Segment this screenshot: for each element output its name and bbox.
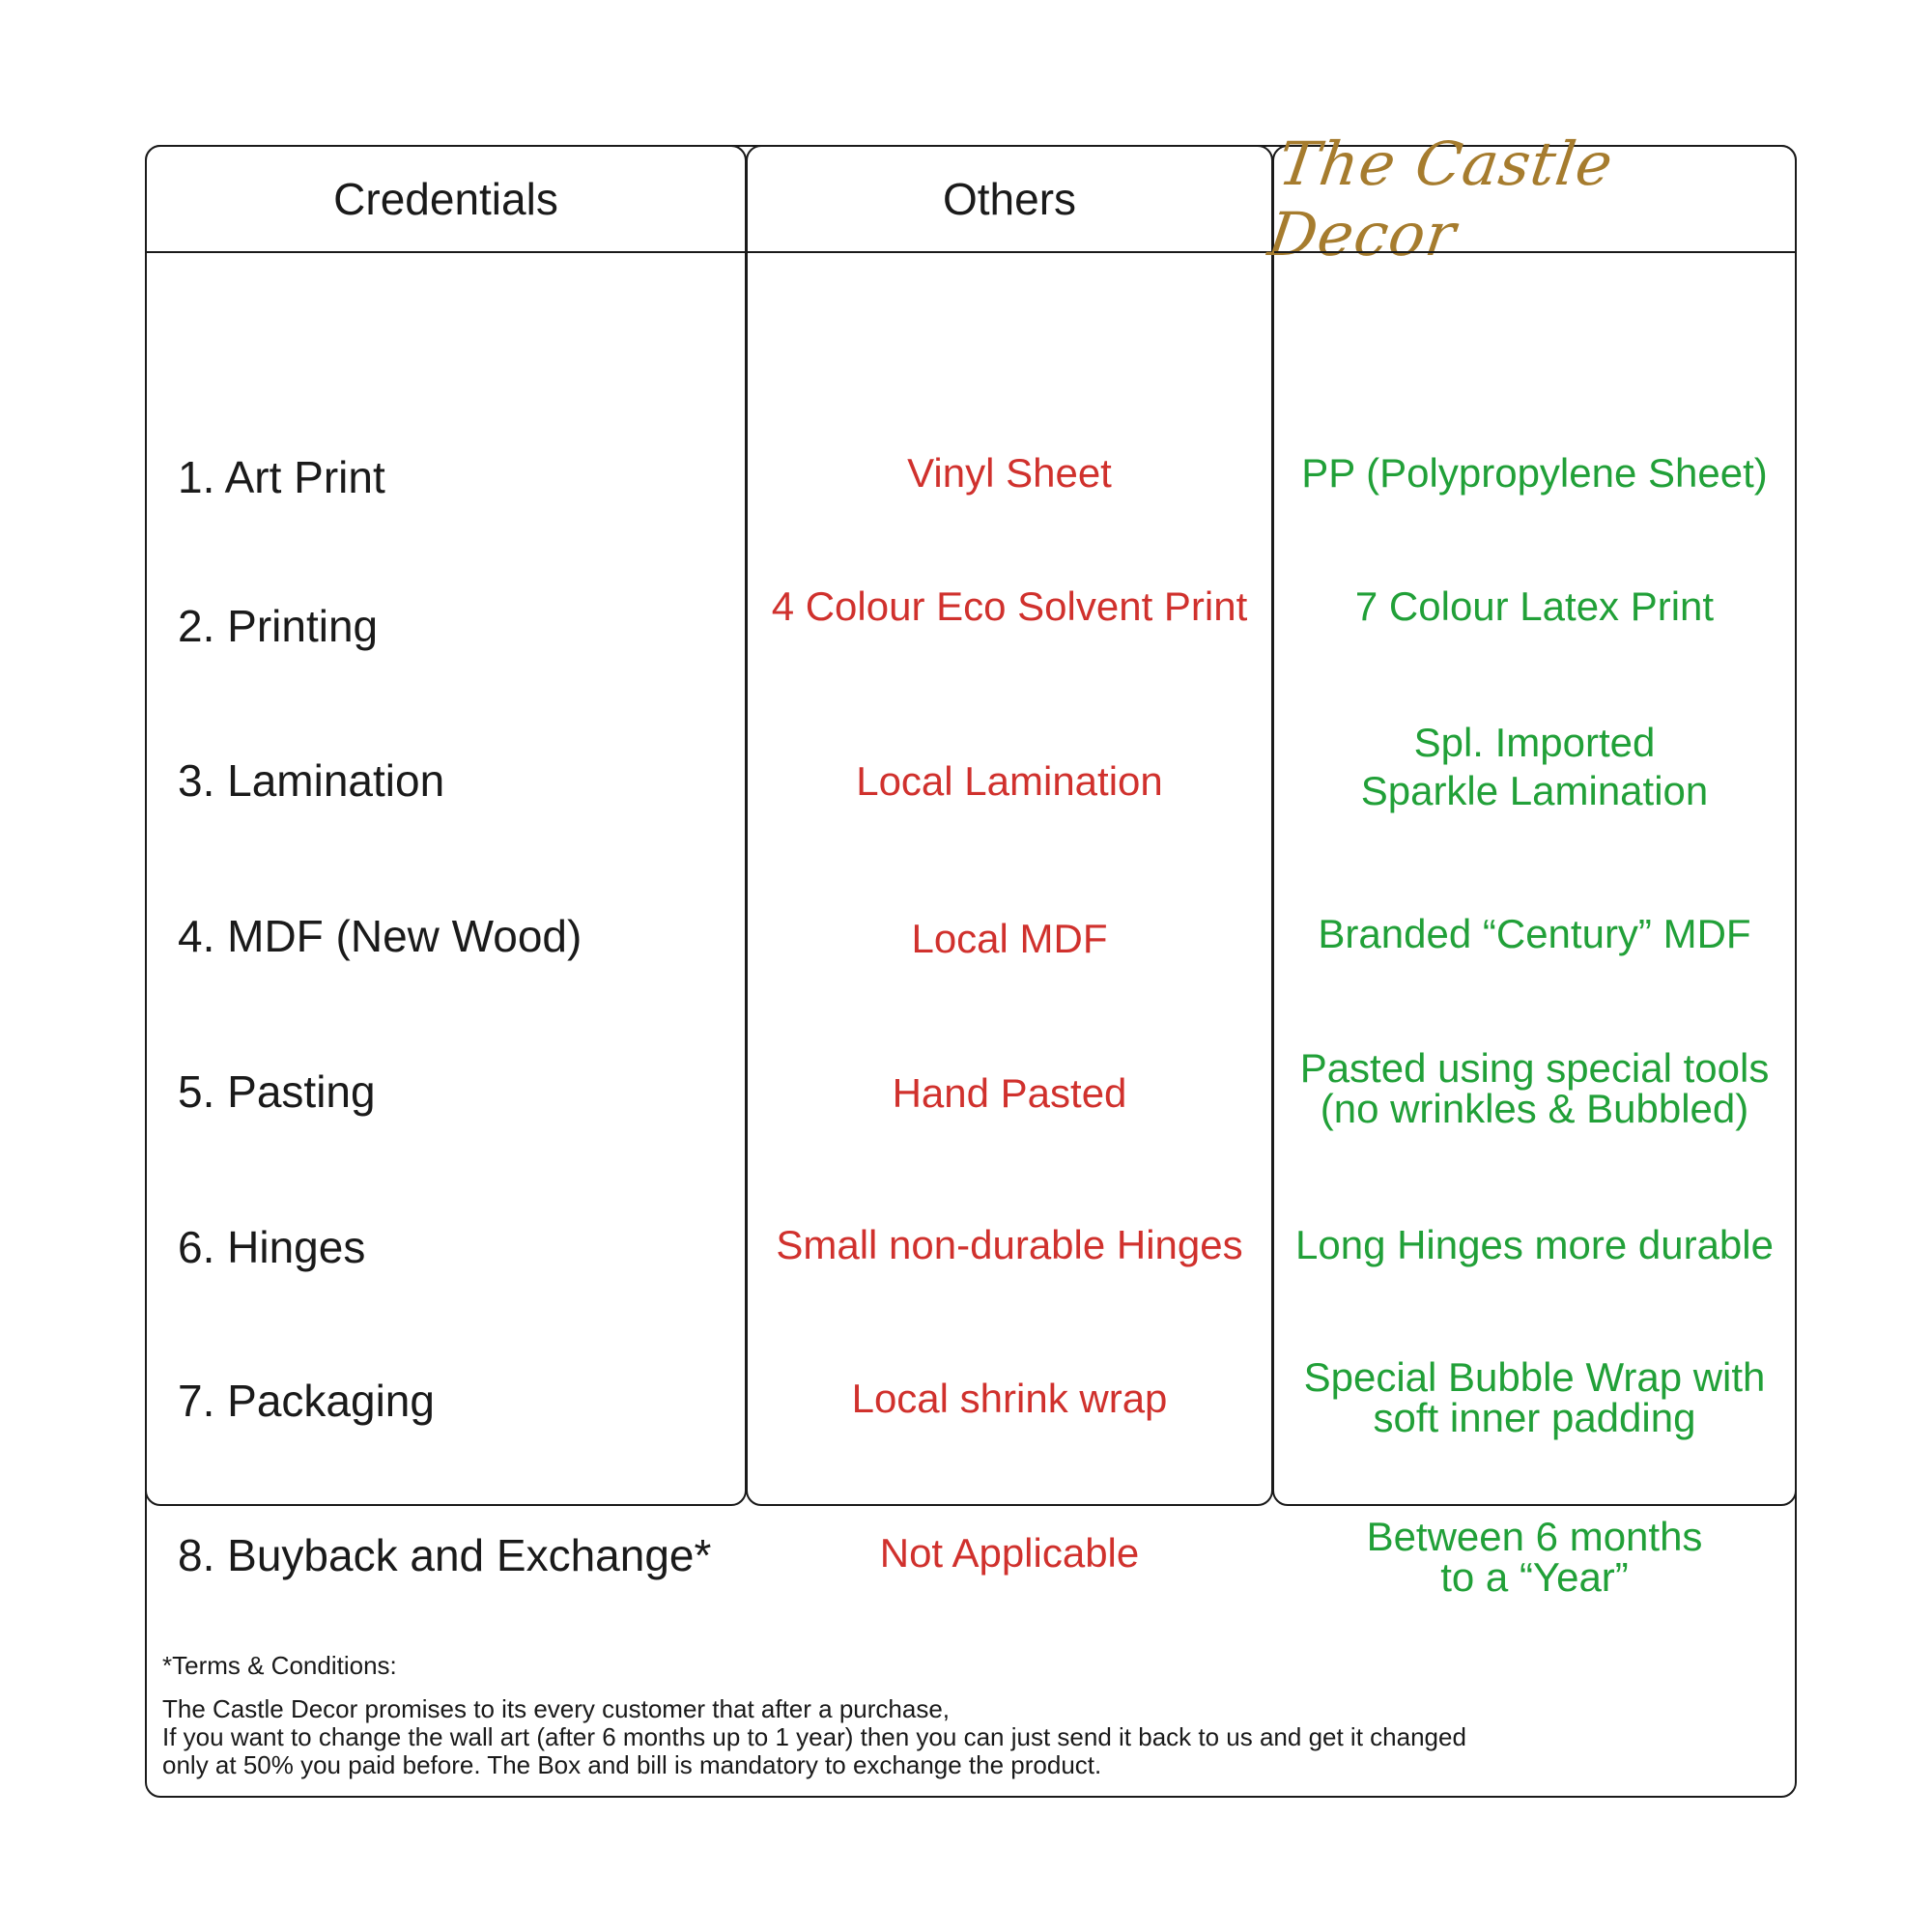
castle-row-lamination <box>1274 709 1795 825</box>
credential-row-lamination <box>147 730 745 831</box>
credential-label: 1. Art Print <box>178 452 385 502</box>
castle-row-art-print <box>1274 425 1795 522</box>
others-value: Not Applicable <box>879 1530 1140 1576</box>
others-value: Vinyl Sheet <box>907 450 1112 496</box>
header-divider <box>147 251 745 253</box>
others-row-mdf <box>748 891 1271 987</box>
castle-row-hinges <box>1274 1197 1795 1293</box>
castle-decor-column <box>1264 128 1797 1600</box>
castle-value: 7 Colour Latex Print <box>1354 583 1715 629</box>
others-value: 4 Colour Eco Solvent Print <box>771 583 1248 629</box>
others-value: Local MDF <box>911 916 1108 961</box>
others-column <box>746 145 1273 1576</box>
castle-value: Pasted using special tools (no wrinkles & Bubbled) <box>1299 1045 1770 1131</box>
terms-line: The Castle Decor promises to its every customer that after a purchase, <box>162 1694 951 1724</box>
castle-row-packaging <box>1274 1345 1795 1451</box>
terms-line: only at 50% you paid before. The Box and bill is mandatory to exchange the product. <box>162 1750 1102 1780</box>
credential-label: 7. Packaging <box>178 1376 435 1426</box>
others-header: Others <box>942 174 1077 224</box>
castle-value: Special Bubble Wrap with soft inner padding <box>1303 1354 1766 1440</box>
castle-value: Branded “Century” MDF <box>1318 911 1751 956</box>
others-row-hinges <box>748 1197 1271 1293</box>
others-row-art-print <box>748 425 1271 522</box>
terms-title: *Terms & Conditions: <box>162 1651 397 1680</box>
credential-row-hinges <box>147 1197 745 1297</box>
credential-row-packaging <box>147 1350 745 1451</box>
brand-header <box>1264 128 1795 270</box>
castle-row-mdf <box>1274 886 1795 982</box>
credential-row-mdf <box>147 886 745 986</box>
header-divider <box>1274 251 1795 253</box>
castle-value: PP (Polypropylene Sheet) <box>1301 450 1768 496</box>
terms-line: If you want to change the wall art (after 6 months up to 1 year) then you can just send it back to us and get it changed <box>162 1722 1466 1752</box>
header-divider <box>748 251 1271 253</box>
castle-row-buyback <box>1274 1504 1795 1610</box>
others-value: Hand Pasted <box>892 1070 1127 1116</box>
terms-and-conditions <box>162 1652 1766 1779</box>
others-row-lamination <box>748 733 1271 830</box>
credential-row-pasting <box>147 1041 745 1142</box>
credential-row-printing <box>147 576 745 676</box>
others-row-packaging <box>748 1350 1271 1447</box>
credential-label: 5. Pasting <box>178 1066 376 1117</box>
castle-value: Between 6 months to a “Year” <box>1366 1514 1703 1600</box>
credentials-column <box>145 145 747 1580</box>
others-value: Local shrink wrap <box>851 1376 1168 1421</box>
others-row-buyback <box>748 1505 1271 1602</box>
castle-row-pasting <box>1274 1036 1795 1142</box>
castle-value: Spl. Imported Sparkle Lamination <box>1360 719 1709 813</box>
credential-row-art-print <box>147 427 745 527</box>
castle-row-printing <box>1274 558 1795 655</box>
brand-logo: The Castle Decor <box>1264 128 1618 270</box>
credentials-header: Credentials <box>333 174 558 224</box>
credential-label: 2. Printing <box>178 601 379 651</box>
credential-row-buyback <box>147 1505 745 1605</box>
credential-label: 8. Buyback and Exchange* <box>178 1530 712 1580</box>
others-row-printing <box>748 558 1271 655</box>
credential-label: 3. Lamination <box>178 755 445 806</box>
others-row-pasting <box>748 1045 1271 1142</box>
others-value: Local Lamination <box>856 758 1163 804</box>
credential-label: 4. MDF (New Wood) <box>178 911 582 961</box>
others-value: Small non-durable Hinges <box>776 1222 1243 1267</box>
castle-value: Long Hinges more durable <box>1295 1222 1774 1267</box>
credential-label: 6. Hinges <box>178 1222 366 1272</box>
